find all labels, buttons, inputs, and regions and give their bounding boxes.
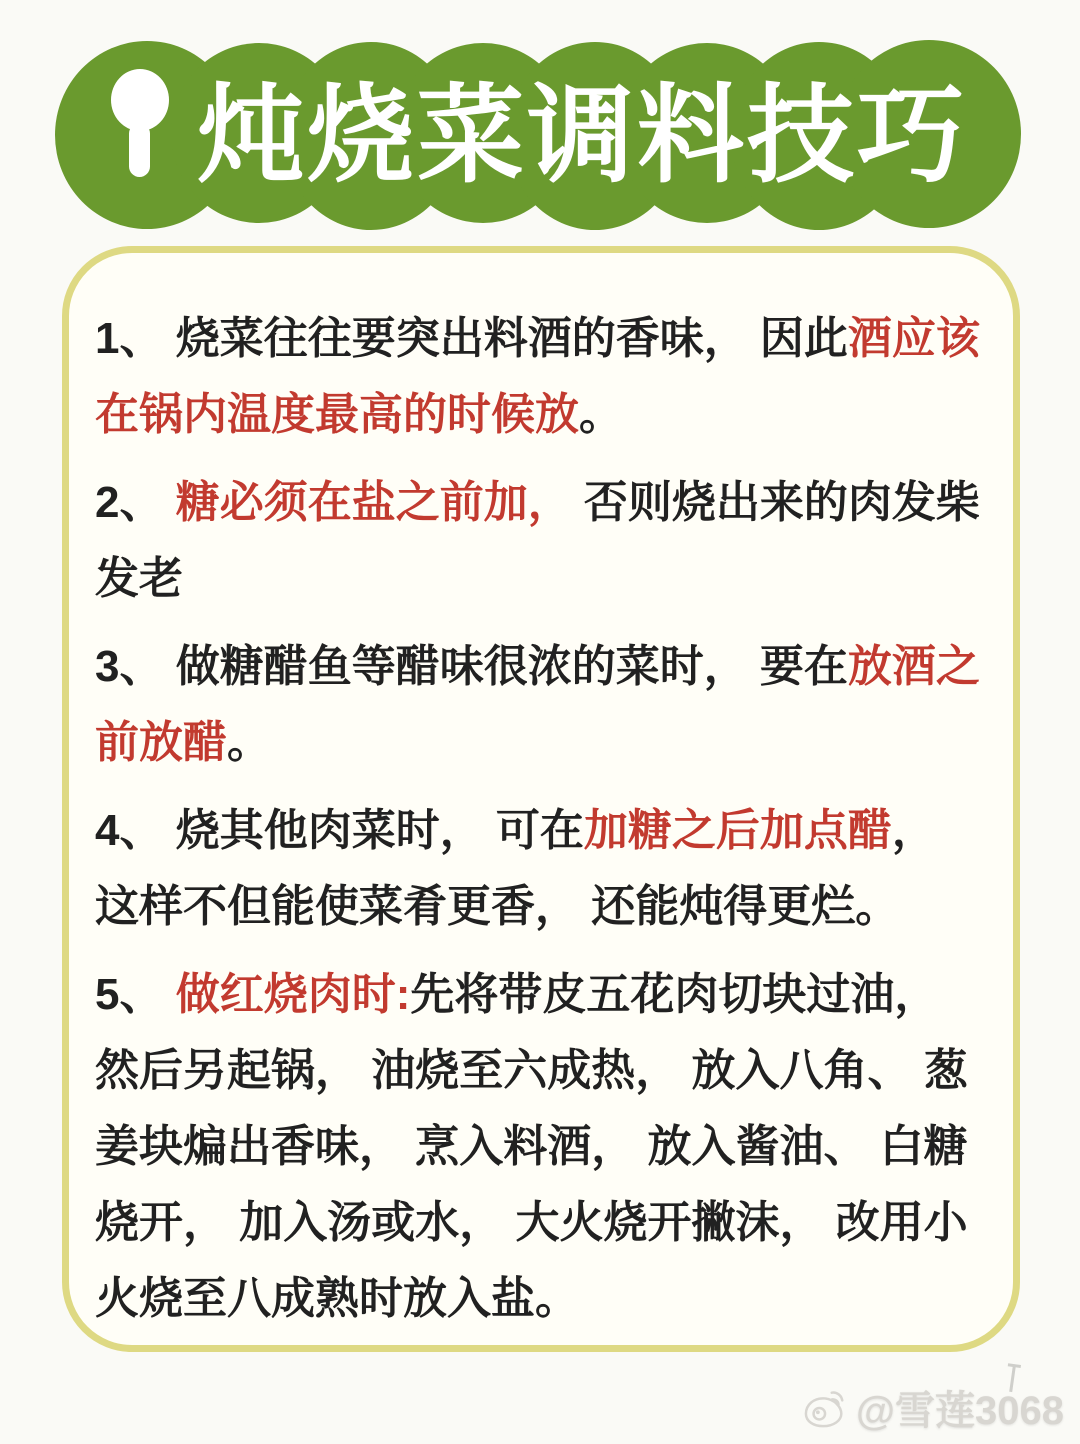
weibo-icon bbox=[802, 1386, 850, 1430]
spoon-icon bbox=[109, 69, 171, 197]
tip-text: 4、 烧其他肉菜时， 可在 bbox=[95, 806, 584, 855]
tip-highlight: 做红烧肉时: bbox=[175, 970, 411, 1019]
tips-card bbox=[62, 246, 1020, 1352]
tip-text: ， 这样不但能使菜肴更香， 还能炖得更烂。 bbox=[95, 806, 936, 931]
tip-text: 。 bbox=[579, 390, 623, 439]
tip-text: 2、 bbox=[95, 478, 176, 527]
tip-item bbox=[95, 629, 989, 781]
tips-list bbox=[95, 301, 989, 1337]
tip-text: 1、 烧菜往往要突出料酒的香味， 因此 bbox=[95, 314, 848, 363]
tip-highlight: 酒应该在锅内温度最高的时候放 bbox=[95, 314, 980, 439]
tip-text: 先将带皮五花肉切块过油， 然后另起锅， 油烧至六成热， 放入八角、 葱姜块煸出香味， 烹入料酒， 放入酱油、 白糖烧开， 加入汤或水， 大火烧开撇沫， 改用小火烧至八成熟时放入盐。 bbox=[95, 970, 968, 1323]
tip-item bbox=[95, 793, 989, 945]
tip-text: 否则烧出来的肉发柴发老 bbox=[95, 478, 980, 603]
tip-text: 5、 bbox=[95, 970, 176, 1019]
spoon-handle bbox=[129, 123, 150, 177]
tip-item bbox=[95, 957, 989, 1337]
tip-highlight: 糖必须在盐之前加， bbox=[175, 478, 572, 527]
spoon-bowl bbox=[111, 69, 169, 131]
page-title: 炖烧菜调料技巧 bbox=[196, 74, 967, 195]
tip-text: 。 bbox=[227, 718, 271, 767]
watermark bbox=[802, 1379, 1064, 1436]
tip-item bbox=[95, 301, 989, 453]
tip-highlight: 加糖之后加点醋 bbox=[583, 806, 892, 855]
banner-content bbox=[55, 38, 1021, 232]
watermark-text: @雪莲3068 bbox=[856, 1389, 1064, 1433]
tip-highlight: 放酒之前放醋 bbox=[95, 642, 980, 767]
tip-text: 3、 做糖醋鱼等醋味很浓的菜时， 要在 bbox=[95, 642, 848, 691]
title-banner bbox=[55, 38, 1021, 232]
tip-item bbox=[95, 465, 989, 617]
